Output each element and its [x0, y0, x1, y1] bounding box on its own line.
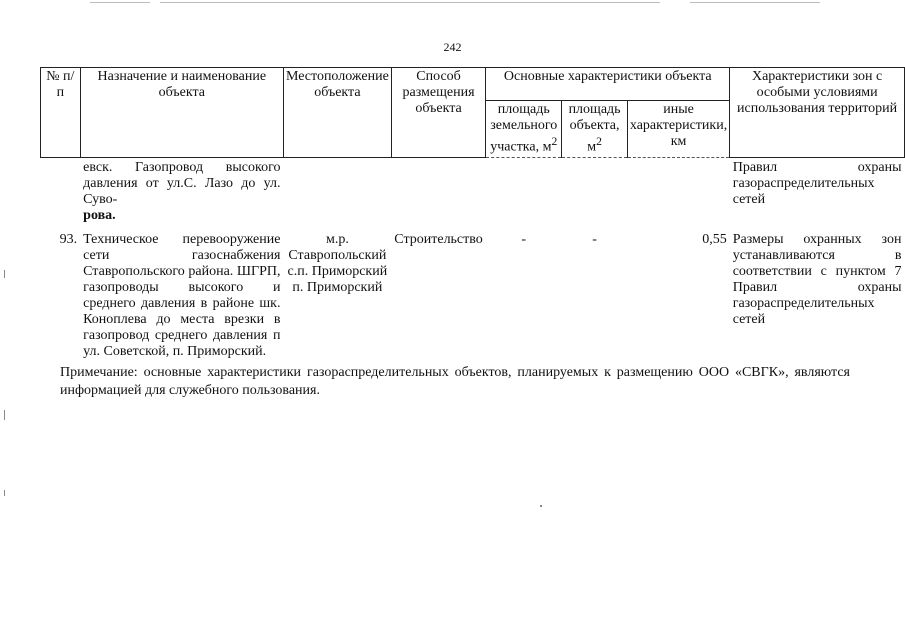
row-zones: Размеры охранных зон устанавливаются в соответствии с пунктом 7 Правил охраны газораспределительных сетей: [732, 231, 902, 327]
row-name: Техническое перевооружение сети газоснабжения Ставропольского района. ШГРП, газопроводы высокого и среднего давления в районе шк. Коноплева до места врезки в газопровод среднего давления п ул. Советской, п. Приморский.: [83, 231, 281, 359]
row-num: 93.: [59, 231, 78, 247]
header-land-area: площадь земельного участка, $м^2$: [486, 101, 562, 158]
continuation-name: евск. Газопровод высокого давления от ул.С. Лазо до ул. Суво- рова.: [83, 159, 281, 223]
header-other-characteristics: иные характеристики, км: [627, 101, 729, 158]
row-land-area: -: [521, 231, 527, 247]
continuation-zones: Правил охраны газораспределительных сетей: [732, 159, 902, 207]
scan-speck: [540, 505, 542, 507]
table-row: [41, 232, 905, 360]
scan-speck: [4, 270, 5, 278]
objects-table: [40, 67, 905, 360]
row-other: 0,55: [702, 231, 727, 247]
header-row: [41, 68, 905, 101]
top-border-line: [690, 2, 820, 3]
header-method: Способ размещения объекта: [391, 68, 485, 158]
row-location: м.р. Ставропольский с.п. Приморский п. Приморский: [287, 231, 388, 295]
header-name: Назначение и наименование объекта: [80, 68, 283, 158]
header-location: Местоположение объекта: [283, 68, 391, 158]
header-zones: Характеристики зон с особыми условиями использования территорий: [730, 68, 905, 158]
row-method: Строительство: [394, 231, 483, 247]
header-object-area: площадь объекта, $м^2$: [562, 101, 628, 158]
top-border-line: [90, 2, 150, 3]
scan-speck: [4, 410, 5, 420]
top-border-line: [160, 2, 660, 3]
continuation-row: [41, 157, 905, 232]
header-main-characteristics: Основные характеристики объекта: [486, 68, 730, 101]
row-object-area: -: [592, 231, 597, 247]
note-text: Примечание: основные характеристики газораспределительных объектов, планируемых к размещению ООО «СВГК», являются информацией для служебного пользования.: [60, 365, 850, 398]
scan-speck: [4, 490, 5, 496]
header-num: № п/п: [41, 68, 81, 158]
page-number: 242: [443, 40, 462, 54]
